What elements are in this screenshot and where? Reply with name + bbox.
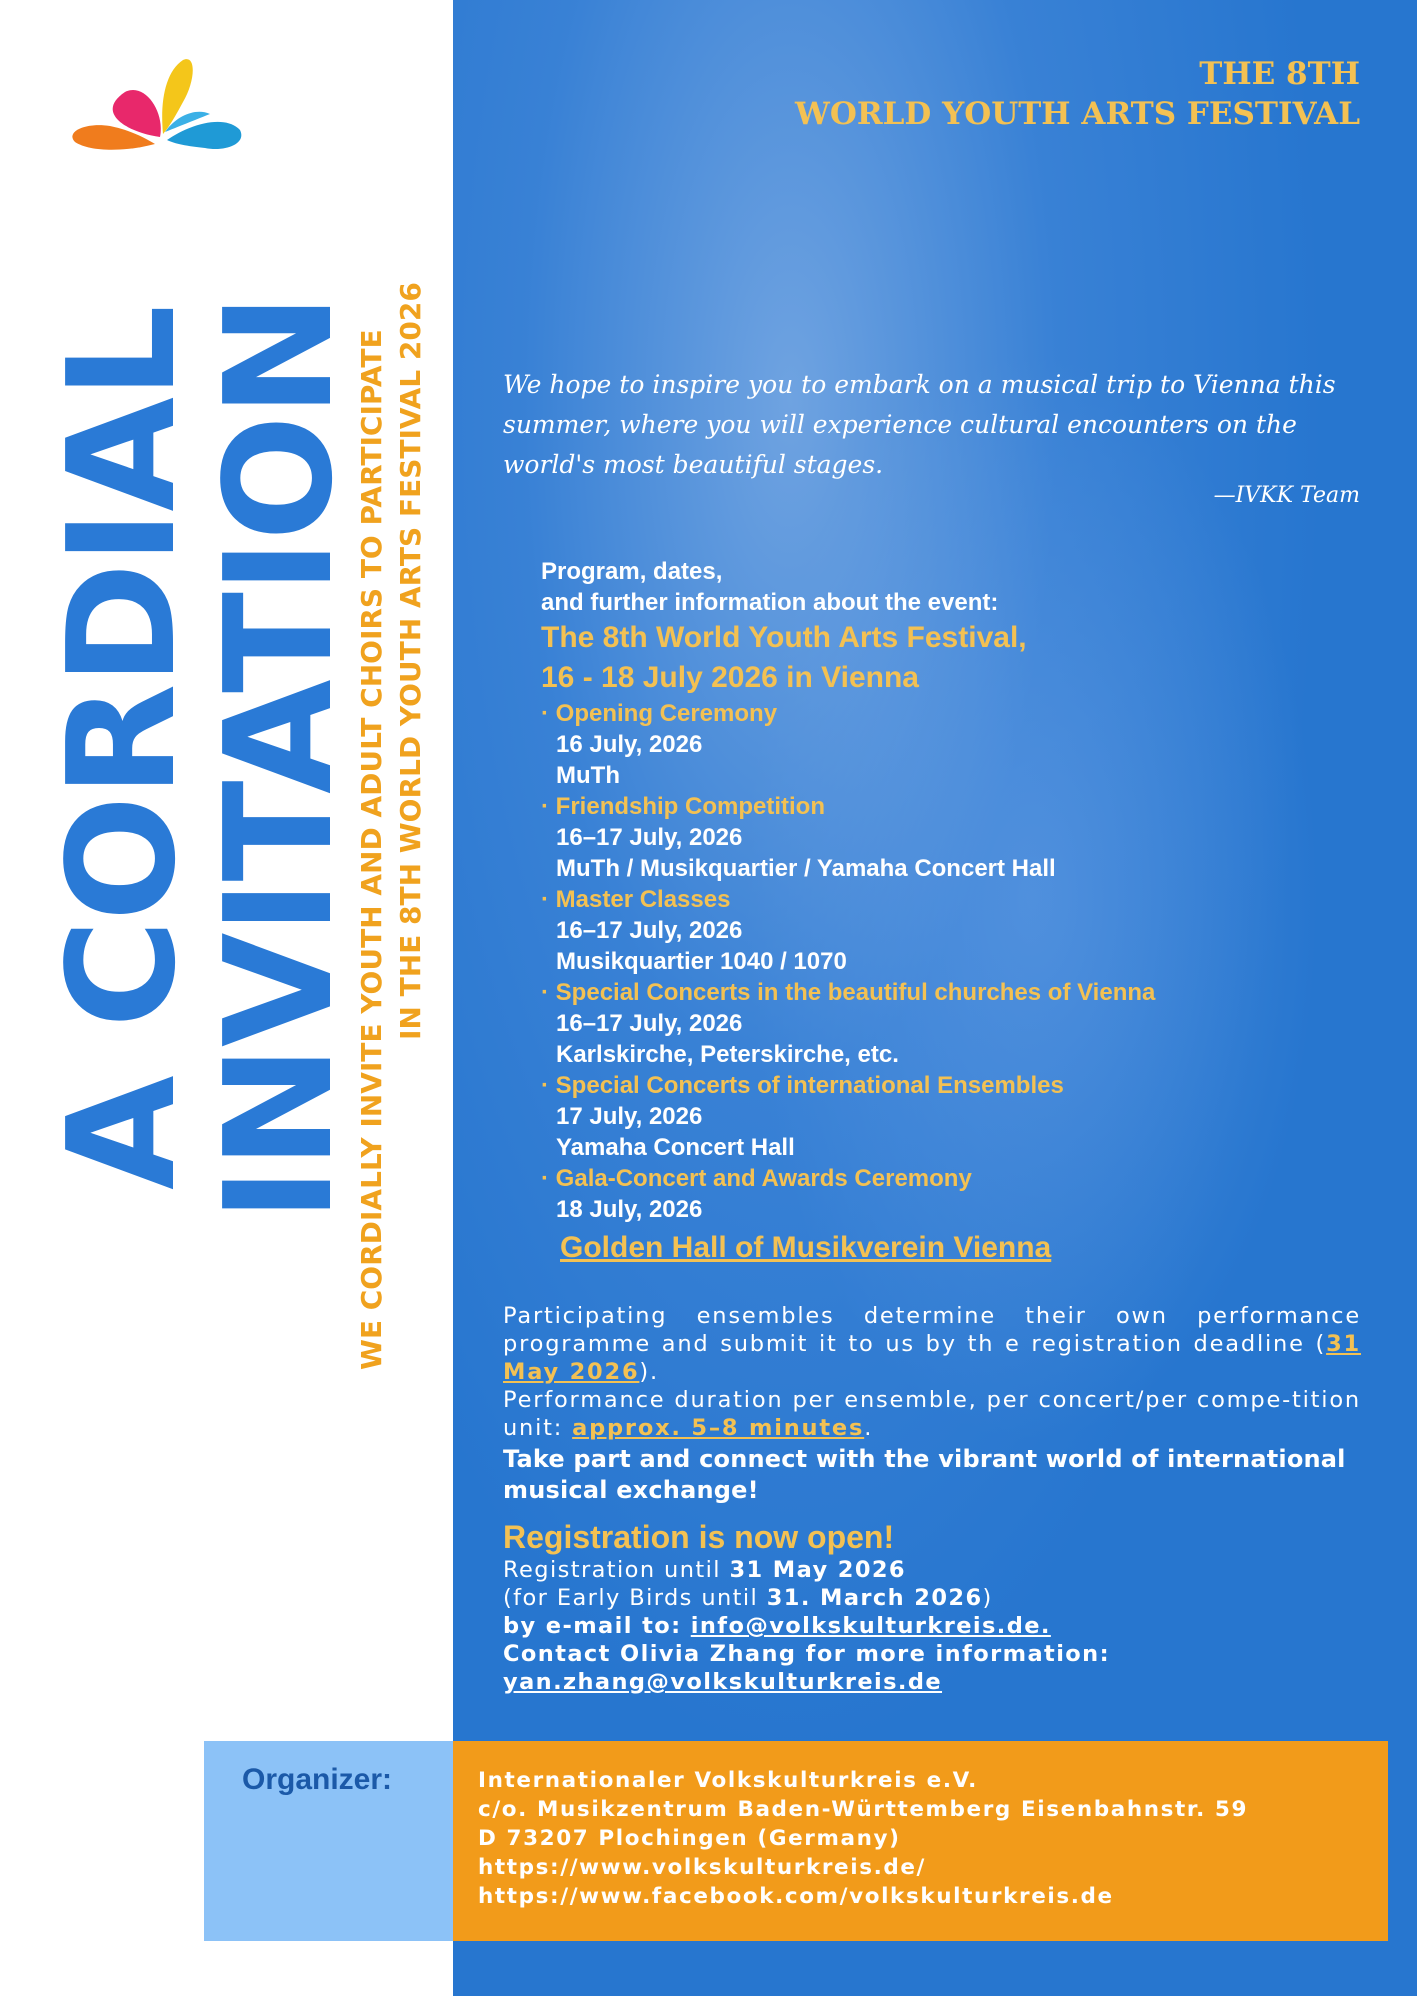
quote-signature: —IVKK Team xyxy=(1213,483,1360,508)
reg-early-end: ) xyxy=(982,1585,993,1611)
title-line-2: INVITATION xyxy=(193,295,365,1222)
event-title-text: Master Classes xyxy=(555,886,731,913)
event-title-text: Special Concerts in the beautiful churches of Vienna xyxy=(555,979,1156,1006)
organizer-city: D 73207 Plochingen (Germany) xyxy=(478,1826,901,1851)
registration-until xyxy=(503,1556,1363,1584)
event-date: 18 July, 2026 xyxy=(556,1196,703,1223)
event-venue: MuTh xyxy=(556,762,620,789)
quote-text: We hope to inspire you to embark on a musical trip to Vienna this summer, where you will experience cultural encounters on the world's most beautiful stages. xyxy=(503,370,1336,479)
event-date: 16–17 July, 2026 xyxy=(556,917,743,944)
event-title: · Friendship Competition xyxy=(541,793,825,820)
event-venue: MuTh / Musikquartier / Yamaha Concert Hall xyxy=(556,855,1056,882)
event-title: · Gala-Concert and Awards Ceremony xyxy=(541,1165,972,1192)
organizer-label: Organizer: xyxy=(242,1763,393,1796)
event-date: 16 July, 2026 xyxy=(556,731,703,758)
organizer-lines xyxy=(478,1766,1248,1911)
subtitle-line-1: WE CORDIALLY INVITE YOUTH AND ADULT CHOIRS TO PARTICIPATE xyxy=(355,329,388,1370)
info-p1 xyxy=(503,1302,1361,1386)
program-headline-1: The 8th World Youth Arts Festival, xyxy=(541,621,1027,654)
event-date: 16–17 July, 2026 xyxy=(556,824,743,851)
event-venue: Yamaha Concert Hall xyxy=(556,1134,795,1161)
email-link[interactable]: info@volkskulturkreis.de. xyxy=(690,1613,1051,1639)
duration-link[interactable]: approx. 5–8 minutes xyxy=(572,1415,865,1441)
info-p2 xyxy=(503,1386,1361,1442)
reg-early-text: (for Early Birds until xyxy=(503,1585,767,1611)
program-headline-2: 16 - 18 July 2026 in Vienna xyxy=(541,661,919,694)
title-line-1: A CORDIAL xyxy=(36,306,208,1190)
organizer-address: c/o. Musikzentrum Baden-Württemberg Eisenbahnstr. 59 xyxy=(478,1797,1249,1822)
event-title: · Opening Ceremony xyxy=(541,700,778,727)
event-title: · Special Concerts in the beautiful churches of Vienna xyxy=(541,979,1156,1006)
info-p2-text: Performance duration per ensemble, per concert/per compe-tition unit: xyxy=(503,1387,1361,1441)
festival-title-line-2: WORLD YOUTH ARTS FESTIVAL xyxy=(795,96,1360,132)
event-date: 16–17 July, 2026 xyxy=(556,1010,743,1037)
reg-contact-text: Contact Olivia Zhang for more information: xyxy=(503,1641,1110,1667)
gala-venue-link[interactable]: Golden Hall of Musikverein Vienna xyxy=(560,1231,1052,1264)
registration-email xyxy=(503,1612,1363,1640)
reg-until-text: Registration until xyxy=(503,1557,730,1583)
festival-title-line-1: THE 8TH xyxy=(1199,56,1360,92)
program-section xyxy=(541,556,1391,1268)
registration-early xyxy=(503,1584,1363,1612)
registration-contact xyxy=(503,1640,1363,1668)
organizer-website-link[interactable]: https://www.volkskulturkreis.de/ xyxy=(478,1855,926,1880)
registration-contact-email xyxy=(503,1668,1363,1696)
contact-email-link[interactable]: yan.zhang@volkskulturkreis.de xyxy=(503,1669,943,1695)
organizer-label-box xyxy=(204,1741,453,1941)
organizer-box xyxy=(453,1741,1388,1941)
registration-heading: Registration is now open! xyxy=(503,1519,895,1555)
info-p1-text: Participating ensembles determine their own performance programme and submit it to us by th e registration deadline ( xyxy=(503,1303,1361,1357)
event-venue: Musikquartier 1040 / 1070 xyxy=(556,948,847,975)
deadline-link[interactable]: 31 May 2026 xyxy=(503,1331,1361,1385)
reg-email-label: by e-mail to: xyxy=(503,1613,691,1639)
event-title: · Special Concerts of international Ensembles xyxy=(541,1072,1064,1099)
event-title-text: Special Concerts of international Ensembles xyxy=(555,1072,1064,1099)
organizer-name: Internationaler Volkskulturkreis e.V. xyxy=(478,1768,978,1793)
info-p3: Take part and connect with the vibrant world of international musical exchange! xyxy=(503,1445,1346,1504)
subtitle-line-2: IN THE 8TH WORLD YOUTH ARTS FESTIVAL 2026 xyxy=(394,282,427,1040)
info-p2-end: . xyxy=(864,1415,874,1441)
reg-early-date: 31. March 2026 xyxy=(766,1585,983,1611)
program-intro-1: Program, dates, xyxy=(541,558,723,585)
reg-until-date: 31 May 2026 xyxy=(729,1557,906,1583)
organizer-facebook-link[interactable]: https://www.facebook.com/volkskulturkreis.de xyxy=(478,1884,1114,1909)
event-title-text: Opening Ceremony xyxy=(555,700,778,727)
event-date: 17 July, 2026 xyxy=(556,1103,703,1130)
festival-title xyxy=(795,54,1360,134)
event-venue: Karlskirche, Peterskirche, etc. xyxy=(556,1041,899,1068)
program-intro-2: and further information about the event: xyxy=(541,589,999,616)
info-paragraph xyxy=(503,1302,1361,1506)
registration-section xyxy=(503,1518,1363,1696)
left-panel xyxy=(0,0,453,1996)
event-title-text: Friendship Competition xyxy=(555,793,825,820)
petal-flower-logo-icon xyxy=(65,52,245,167)
info-p1-end: ). xyxy=(639,1359,659,1385)
event-title-text: Gala-Concert and Awards Ceremony xyxy=(555,1165,972,1192)
event-title: · Master Classes xyxy=(541,886,731,913)
